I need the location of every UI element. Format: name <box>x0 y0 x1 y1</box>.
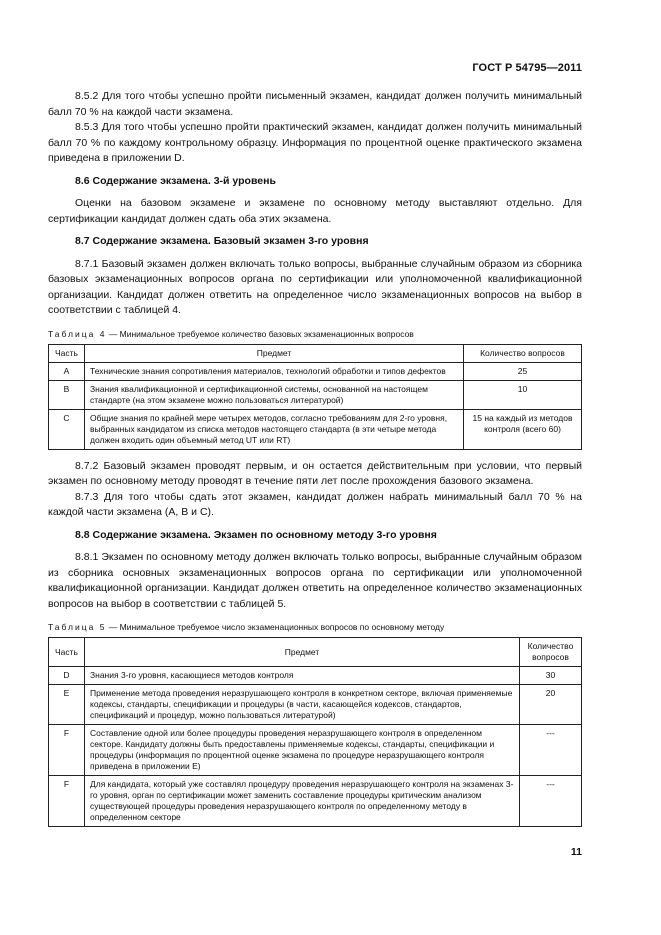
paragraph-8-8-1: 8.8.1 Экзамен по основному методу должен включать только вопросы, выбранные случайным образом из сборника основных экзаменационных вопросов органа по сертификации или уполномоченной квалификационной организации. Кандидат должен ответить на определенное количество экзаменационных вопросов на выбор в соответствии с таблицей 5. <box>48 551 582 610</box>
part-cell: С <box>49 409 85 449</box>
column-header: Часть <box>49 638 85 667</box>
table-header-row <box>49 638 582 667</box>
part-cell: А <box>49 362 85 380</box>
subject-cell: Общие знания по крайней мере четырех методов, согласно требованиям для 2-го уровня, выбранных кандидатом из списка методов настоящего стандарта (в эти четыре метода должен входить один объемный метод UT или RT) <box>85 409 464 449</box>
paragraph-8-5-3: 8.5.3 Для того чтобы успешно пройти практический экзамен, кандидат должен получить минимальный балл 70 % по каждому контрольному образцу. Информация по процентной оценке практического экзамена приведена в приложении D. <box>48 121 582 164</box>
table-row <box>49 667 582 685</box>
part-cell: D <box>49 667 85 685</box>
table-row <box>49 362 582 380</box>
heading-8-6: 8.6 Содержание экзамена. 3-й уровень <box>75 174 276 187</box>
table-row <box>49 725 582 776</box>
count-cell: 30 <box>520 667 582 685</box>
part-cell: В <box>49 380 85 409</box>
column-header: Предмет <box>85 638 520 667</box>
part-cell: F <box>49 776 85 827</box>
subject-cell: Составление одной или более процедуры проведения неразрушающего контроля в определенном секторе. Кандидату должны быть предоставлены применяемые кодексы, стандарты, спецификации и процедуры (информация по процентной оценке экзамена по процедуре неразрушающего контроля приведена в приложении Е) <box>85 725 520 776</box>
count-cell: --- <box>520 725 582 776</box>
table-row <box>49 776 582 827</box>
column-header: Количество вопросов <box>520 638 582 667</box>
subject-cell: Знания 3-го уровня, касающиеся методов контроля <box>85 667 520 685</box>
table-row <box>49 409 582 449</box>
heading-8-7: 8.7 Содержание экзамена. Базовый экзамен 3-го уровня <box>75 235 369 247</box>
column-header: Часть <box>49 344 85 362</box>
count-cell: 25 <box>464 362 582 380</box>
subject-cell: Технические знания сопротивления материалов, технологий обработки и типов дефектов <box>85 362 464 380</box>
count-cell: 15 на каждый из методов контроля (всего 60) <box>464 409 582 449</box>
table4-caption: Таблица 4 — Минимальное требуемое количество базовых экзаменационных вопросов <box>48 328 414 339</box>
table-row <box>49 380 582 409</box>
paragraph-8-7-2: 8.7.2 Базовый экзамен проводят первым, и он остается действительным при условии, что первый экзамен по основному методу проводят в течение пяти лет после прохождения базового экзамена. <box>48 459 582 487</box>
part-cell: F <box>49 725 85 776</box>
table-5 <box>48 637 582 827</box>
subject-cell: Для кандидата, который уже составлял процедуру проведения неразрушающего контроля на экзаменах 3-го уровня, орган по сертификации может заменить составление процедуры критическим анализом существующей процедуры проведения неразрушающего контроля по определенному методу в определенном секторе <box>85 776 520 827</box>
subject-cell: Знания квалификационной и сертификационной системы, основанной на настоящем стандарте (на этом экзамене можно пользоваться литературой) <box>85 380 464 409</box>
column-header: Предмет <box>85 344 464 362</box>
count-cell: 20 <box>520 685 582 725</box>
document-code: ГОСТ Р 54795—2011 <box>472 62 582 74</box>
count-cell: --- <box>520 776 582 827</box>
subject-cell: Применение метода проведения неразрушающего контроля в конкретном секторе, включая применяемые кодексы, стандарты, спецификации и процедуры (в части, касающейся кодексов, стандартов, спецификаций и процедур, можно пользоваться литературой) <box>85 685 520 725</box>
part-cell: E <box>49 685 85 725</box>
count-cell: 10 <box>464 380 582 409</box>
column-header: Количество вопросов <box>464 344 582 362</box>
paragraph-8-5-2: 8.5.2 Для того чтобы успешно пройти письменный экзамен, кандидат должен получить минимальный балл 70 % на каждой части экзамена. <box>48 90 582 118</box>
table5-caption: Таблица 5 — Минимальное требуемое число экзаменационных вопросов по основному методу <box>48 622 445 632</box>
table-4 <box>48 344 582 450</box>
paragraph-8-7-1: 8.7.1 Базовый экзамен должен включать только вопросы, выбранные случайным образом из сборника базовых экзаменационных вопросов органа по сертификации или уполномоченной квалификационной организации. Кандидат должен ответить на определенное число экзаменационных вопросов на выбор в соответствии с таблицей 4. <box>48 257 582 316</box>
page-content <box>48 89 582 827</box>
table-header-row <box>49 344 582 362</box>
table-row <box>49 685 582 725</box>
paragraph-8-6: Оценки на базовом экзамене и экзамене по основному методу выставляют отдельно. Для сертификации кандидат должен сдать оба этих экзамена. <box>48 197 582 225</box>
page-number: 11 <box>570 846 582 858</box>
paragraph-8-7-3: 8.7.3 Для того чтобы сдать этот экзамен, кандидат должен набрать минимальный балл 70 % на каждой части экзамена (А, В и С). <box>48 490 582 518</box>
heading-8-8: 8.8 Содержание экзамена. Экзамен по основному методу 3-го уровня <box>75 528 437 541</box>
